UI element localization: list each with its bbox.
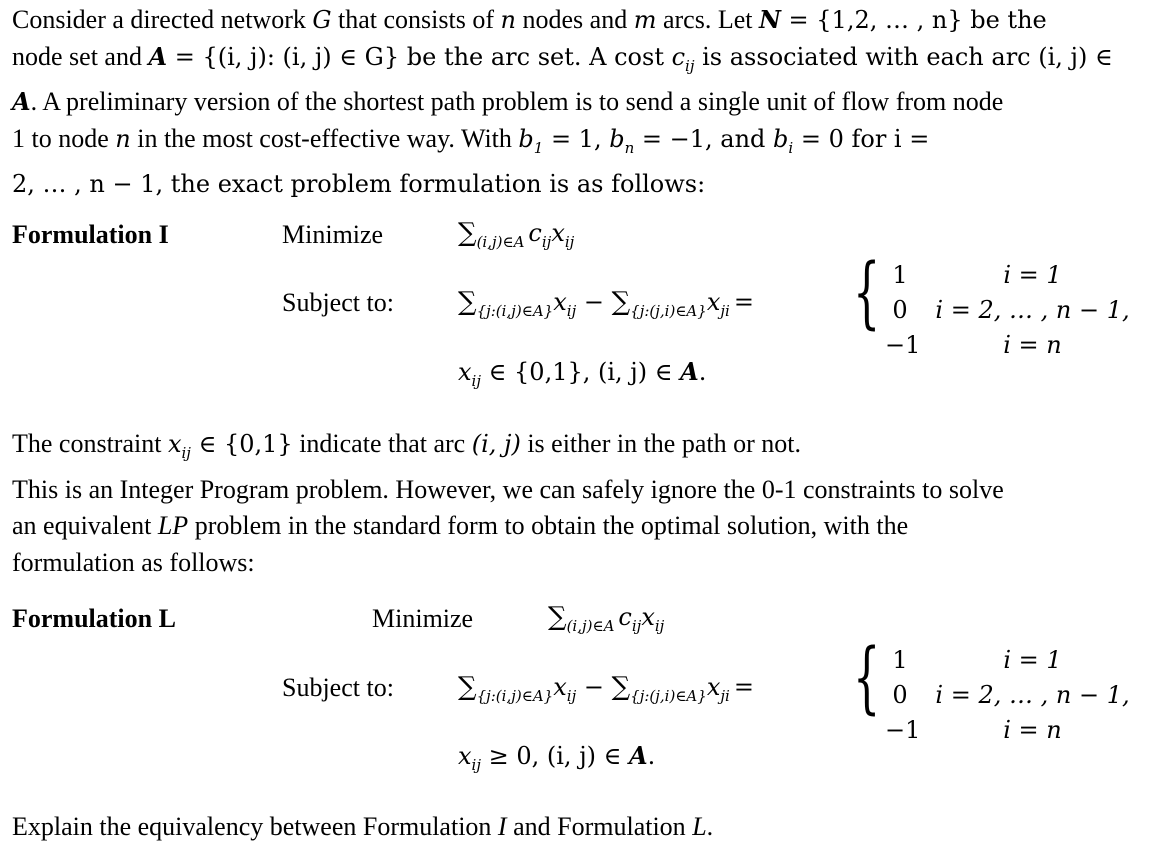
text: 1 to node	[12, 123, 116, 153]
case-condition: i = 1	[1003, 261, 1062, 289]
text: = 0 for i =	[793, 124, 930, 153]
math-n: n	[115, 124, 131, 153]
case-conditions	[930, 258, 1135, 363]
left-brace: {	[853, 633, 881, 723]
subscript: 1	[533, 138, 544, 157]
subscript: ij	[181, 444, 191, 462]
math-x: x	[706, 673, 721, 701]
text: 2, … , n − 1, the exact problem formulation is as follows:	[12, 170, 706, 198]
case-condition: i = n	[1003, 331, 1062, 359]
formulation-l-title: Formulation L	[12, 604, 176, 633]
intro-paragraph	[12, 2, 1144, 203]
left-brace: {	[853, 248, 881, 338]
intro-line-4	[12, 121, 1144, 167]
text-I: I	[497, 812, 507, 841]
subscript: (i,j)∈A	[476, 233, 525, 251]
math-x: x	[553, 673, 567, 701]
case-value: 1	[892, 646, 908, 674]
equals: =	[733, 288, 754, 316]
minimize-label: Minimize	[372, 604, 474, 633]
case-condition: i = n	[1003, 716, 1062, 744]
math-x: x	[167, 430, 182, 458]
sum-symbol: ∑	[611, 287, 631, 317]
case-conditions	[930, 643, 1135, 748]
text: ≥ 0, (i, j) ∈	[481, 742, 630, 770]
text: = 1,	[543, 124, 610, 153]
intro-line-5	[12, 166, 1144, 203]
text: The constraint	[12, 429, 168, 458]
minus: −	[576, 288, 612, 316]
text: arcs. Let	[656, 5, 759, 34]
text: in the most cost-effective way. With	[130, 123, 519, 153]
middle-line-1	[12, 426, 1144, 472]
sum-symbol: ∑	[458, 287, 477, 317]
math-c: c	[671, 42, 686, 71]
case-value: −1	[885, 716, 921, 744]
case-values	[885, 643, 921, 748]
text: problem in the standard form to obtain the optimal solution, with the	[188, 511, 909, 540]
text: = {1,2, … , n} be the	[780, 6, 1047, 34]
sum-symbol: ∑	[458, 218, 477, 248]
text: is associated with each arc (i, j) ∈	[694, 42, 1113, 71]
sum-symbol: ∑	[611, 672, 631, 702]
subscript: ij	[566, 302, 577, 320]
case-value: 0	[892, 296, 908, 324]
math-x: x	[458, 358, 472, 386]
text: and Formulation	[506, 812, 693, 841]
subject-to-label: Subject to:	[282, 673, 394, 702]
text: formulation as follows:	[12, 547, 255, 577]
text: Formulation I	[12, 220, 169, 249]
subscript: ji	[720, 687, 730, 705]
middle-line-4	[12, 545, 1144, 582]
case-value: 1	[892, 261, 908, 289]
text: (i, j)	[471, 430, 521, 458]
intro-line-2	[12, 39, 1144, 85]
subscript: i	[788, 138, 794, 157]
math-b: b	[773, 124, 789, 153]
text: is either in the path or not.	[520, 429, 801, 458]
text: nodes and	[516, 5, 634, 34]
math-c: c	[528, 219, 542, 247]
math-b: b	[609, 124, 625, 153]
subscript: ij	[564, 233, 575, 251]
subscript: ij	[654, 617, 665, 635]
math-G: G	[312, 6, 332, 34]
text: indicate that arc	[292, 429, 472, 458]
subject-to-label: Subject to:	[282, 288, 394, 317]
case-value: 0	[892, 681, 908, 709]
case-condition: i = 1	[1003, 646, 1062, 674]
text-L: L	[692, 812, 707, 841]
domain-constraint	[458, 741, 655, 774]
subscript: ij	[541, 233, 552, 251]
math-x: x	[458, 742, 472, 770]
subscript: ij	[685, 56, 695, 75]
math-x: x	[551, 219, 565, 247]
math-x: x	[706, 288, 721, 316]
text: This is an Integer Program problem. However, we can safely ignore the 0-1 constraints to solve	[12, 474, 1004, 504]
flow-constraint	[458, 672, 754, 705]
minus: −	[576, 673, 612, 701]
subscript: ij	[471, 756, 481, 774]
objective	[548, 602, 664, 635]
math-n: n	[500, 6, 516, 34]
math-x: x	[553, 288, 567, 316]
subscript: {j:(i,j)∈A}	[476, 302, 554, 320]
math-m: m	[633, 6, 657, 34]
text: . A preliminary version of the shortest path problem is to send a single unit of flow from node	[30, 87, 1004, 116]
text: .	[698, 358, 707, 386]
subscript: (i,j)∈A	[566, 617, 615, 635]
closing-question	[12, 812, 713, 842]
text: .	[647, 742, 656, 770]
math-b: b	[518, 124, 534, 153]
middle-line-3	[12, 508, 1144, 545]
math-A: A	[148, 41, 168, 71]
text: Explain the equivalency between Formulation	[12, 812, 498, 841]
middle-line-2	[12, 472, 1144, 509]
math-x: x	[641, 603, 655, 631]
objective	[458, 218, 574, 251]
subscript: n	[624, 138, 635, 157]
text: that consists of	[331, 5, 501, 34]
text: ∈ {0,1}, (i, j) ∈	[481, 358, 681, 386]
math-A: A	[12, 87, 31, 116]
subscript: {j:(i,j)∈A}	[476, 687, 554, 705]
flow-constraint	[458, 287, 754, 320]
math-A: A	[629, 741, 648, 770]
subscript: {j:(j,i)∈A}	[630, 687, 707, 705]
subscript: ji	[720, 302, 730, 320]
subscript: ij	[631, 617, 642, 635]
text: Consider a directed network	[12, 5, 313, 34]
intro-line-3	[12, 84, 1144, 121]
equals: =	[733, 673, 754, 701]
subscript: ij	[471, 372, 481, 390]
formulation-i-title	[12, 220, 169, 250]
text: node set and	[12, 41, 149, 71]
case-values	[885, 258, 921, 363]
text: an equivalent	[12, 511, 158, 540]
minimize-label: Minimize	[282, 220, 384, 249]
case-condition: i = 2, … , n − 1,	[935, 296, 1130, 324]
text: .	[706, 812, 714, 841]
text: = −1, and	[634, 124, 774, 153]
text: = {(i, j): (i, j) ∈ G} be the arc set. A cost	[167, 42, 672, 71]
domain-constraint	[458, 357, 706, 390]
sum-symbol: ∑	[458, 672, 477, 702]
sum-symbol: ∑	[548, 602, 567, 632]
subscript: ij	[566, 687, 577, 705]
middle-paragraph	[12, 426, 1144, 581]
math-c: c	[618, 603, 632, 631]
case-value: −1	[885, 331, 921, 359]
math-A: A	[680, 357, 699, 386]
subscript: {j:(j,i)∈A}	[630, 302, 707, 320]
text-LP: LP	[157, 511, 189, 540]
math-N: N	[758, 5, 781, 34]
case-condition: i = 2, … , n − 1,	[935, 681, 1130, 709]
text: ∈ {0,1}	[190, 430, 293, 458]
intro-line-1	[12, 2, 1144, 39]
